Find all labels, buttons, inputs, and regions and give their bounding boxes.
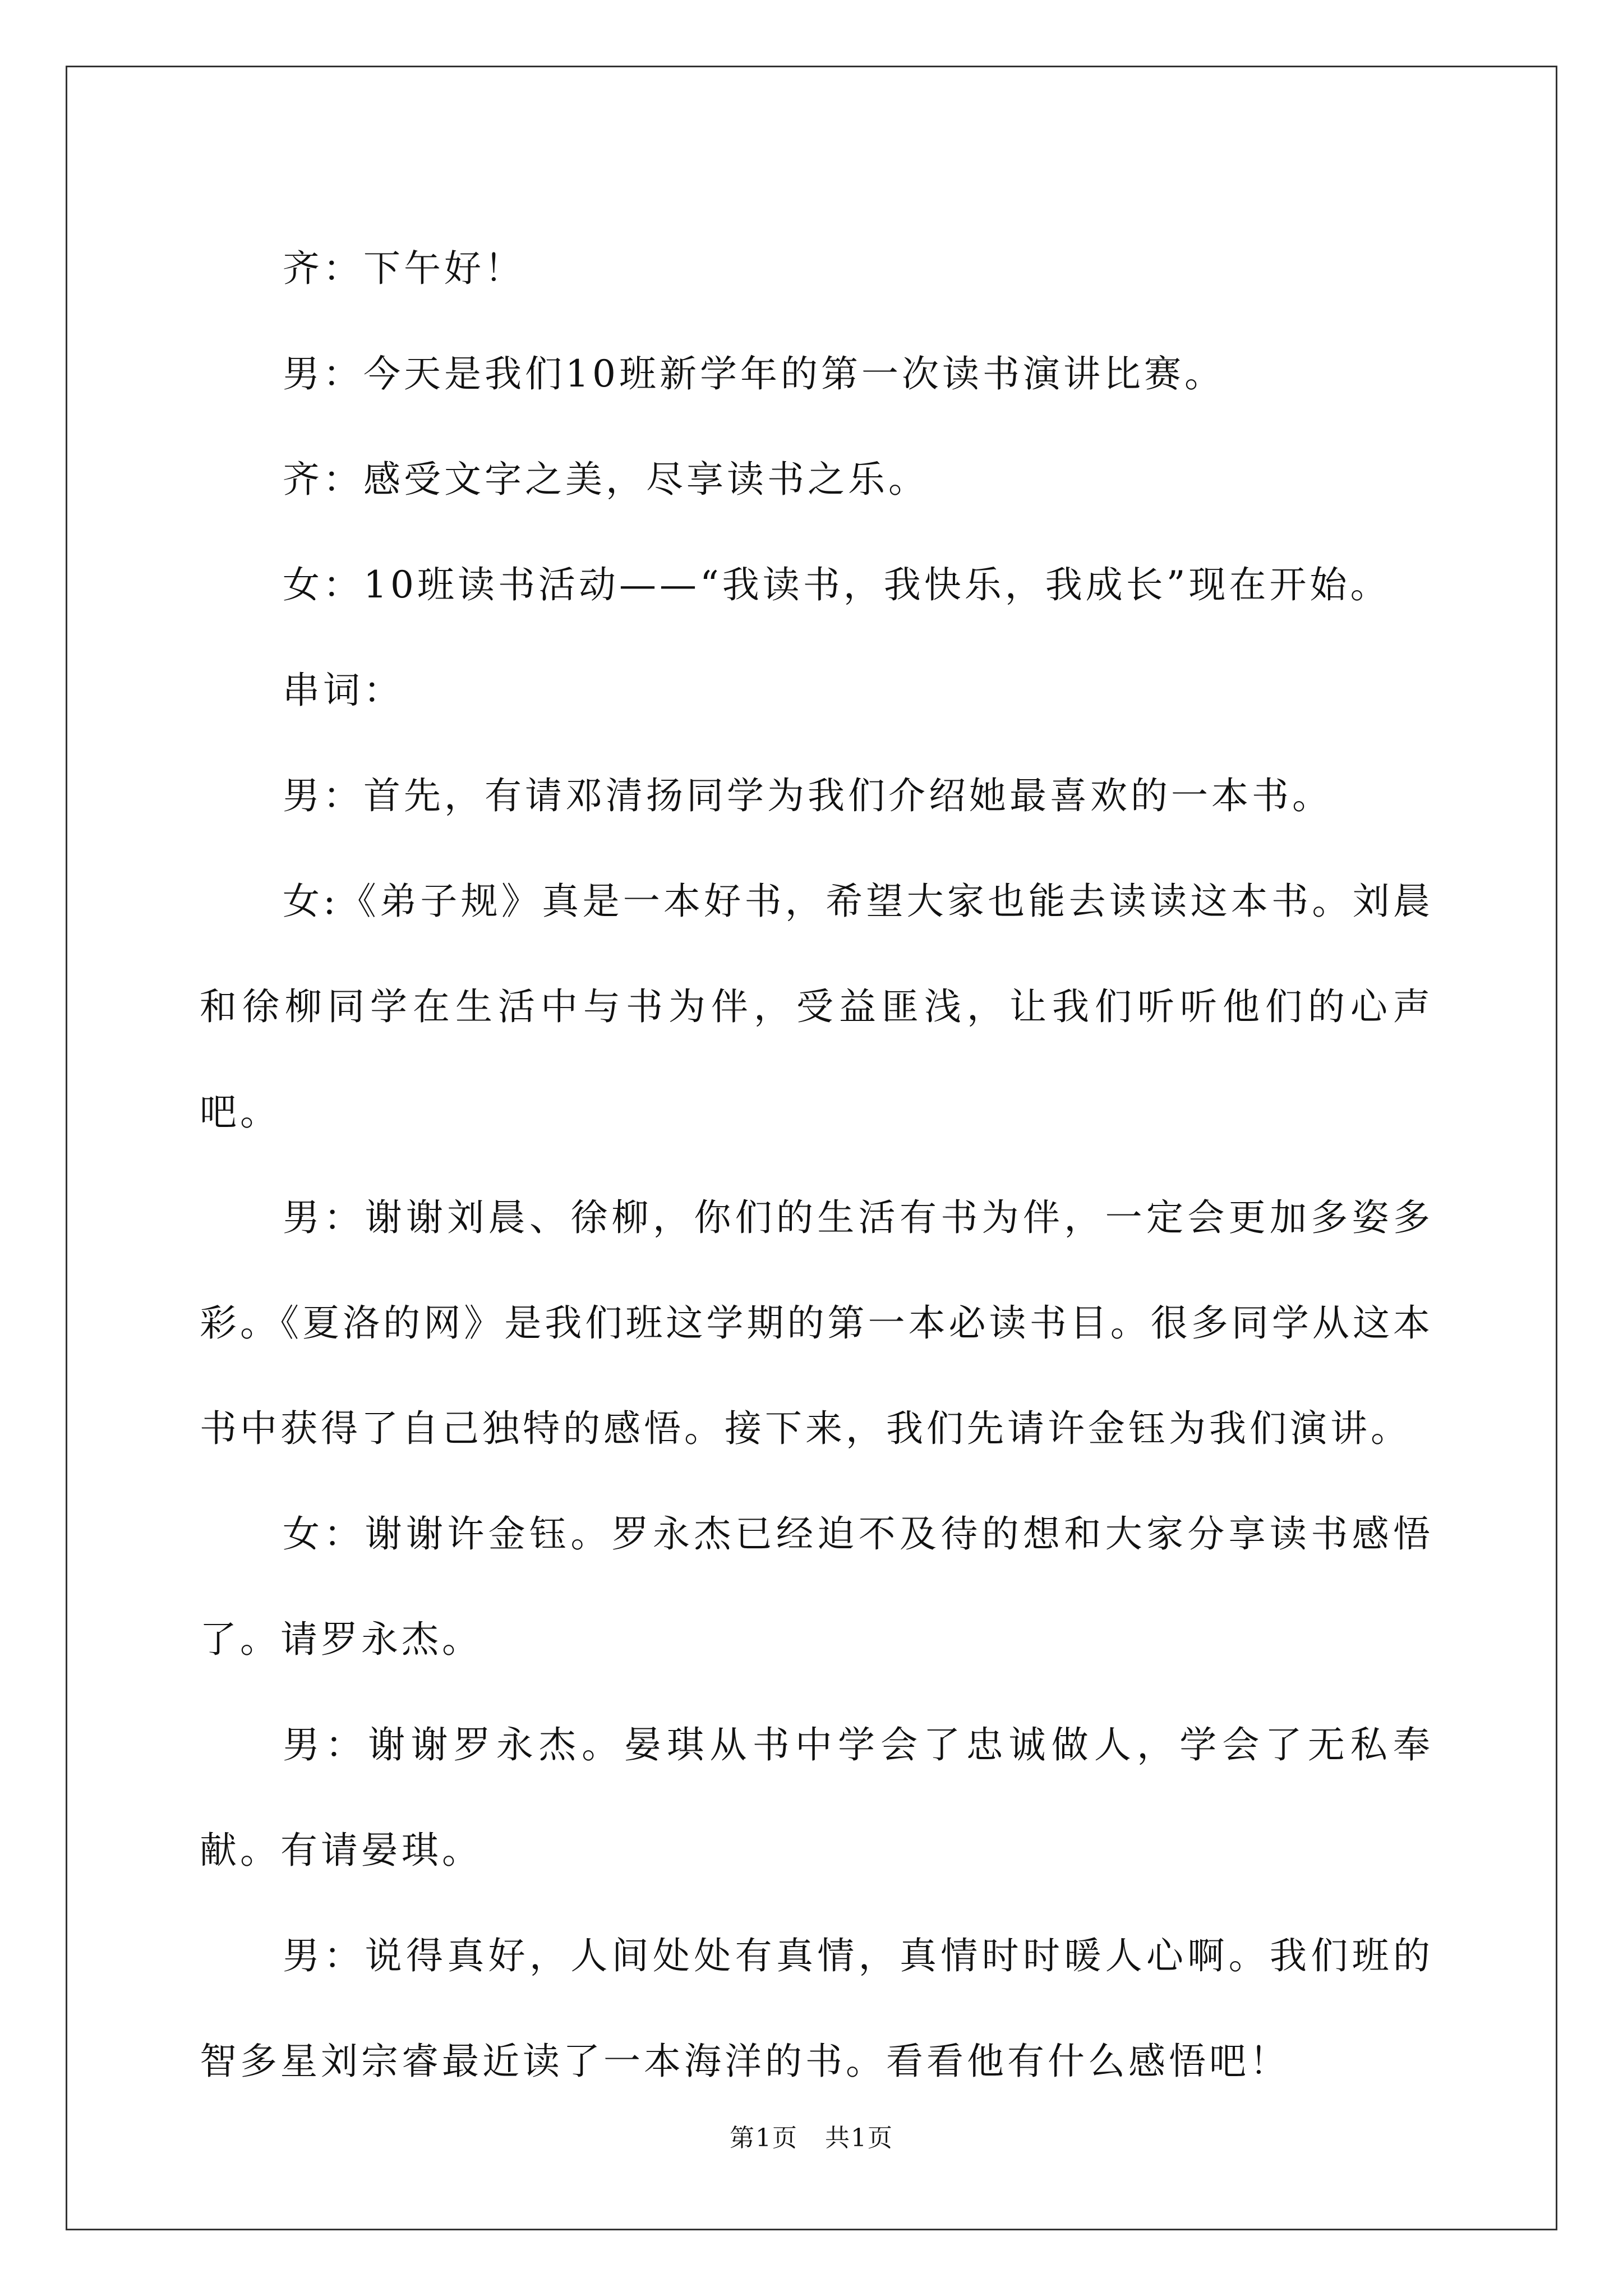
paragraph: 齐：下午好！ bbox=[283, 247, 525, 290]
paragraph: 男：首先，有请邓清扬同学为我们介绍她最喜欢的一本书。 bbox=[283, 774, 1332, 817]
paragraph: 女:《弟子规》真是一本好书，希望大家也能去读读这本书。刘晨和徐柳同学在生活中与书为伴，受益匪浅，让我们听听他们的心声吧。 bbox=[200, 880, 1433, 1134]
paragraph: 男：谢谢罗永杰。晏琪从书中学会了忠诚做人，学会了无私奉献。有请晏琪。 bbox=[200, 1723, 1433, 1872]
paragraph: 男：说得真好，人间处处有真情，真情时时暖人心啊。我们班的智多星刘宗睿最近读了一本海洋的书。看看他有什么感悟吧！ bbox=[200, 1934, 1433, 2083]
page-footer: 第1页 共1页 bbox=[730, 2124, 893, 2152]
paragraph: 串词： bbox=[283, 669, 404, 712]
document-body bbox=[200, 216, 1433, 2114]
paragraph: 齐：感受文字之美，尽享读书之乐。 bbox=[283, 458, 929, 501]
paragraph: 男：今天是我们10班新学年的第一次读书演讲比赛。 bbox=[283, 352, 1225, 395]
paragraph: 女：谢谢许金钰。罗永杰已经迫不及待的想和大家分享读书感悟了。请罗永杰。 bbox=[200, 1512, 1433, 1661]
paragraph: 男：谢谢刘晨、徐柳，你们的生活有书为伴，一定会更加多姿多彩。《夏洛的网》是我们班这学期的第一本必读书目。很多同学从这本书中获得了自己独特的感悟。接下来，我们先请许金钰为我们演讲。 bbox=[200, 1196, 1433, 1450]
paragraph: 女：10班读书活动——“我读书，我快乐，我成长”现在开始。 bbox=[283, 563, 1391, 606]
